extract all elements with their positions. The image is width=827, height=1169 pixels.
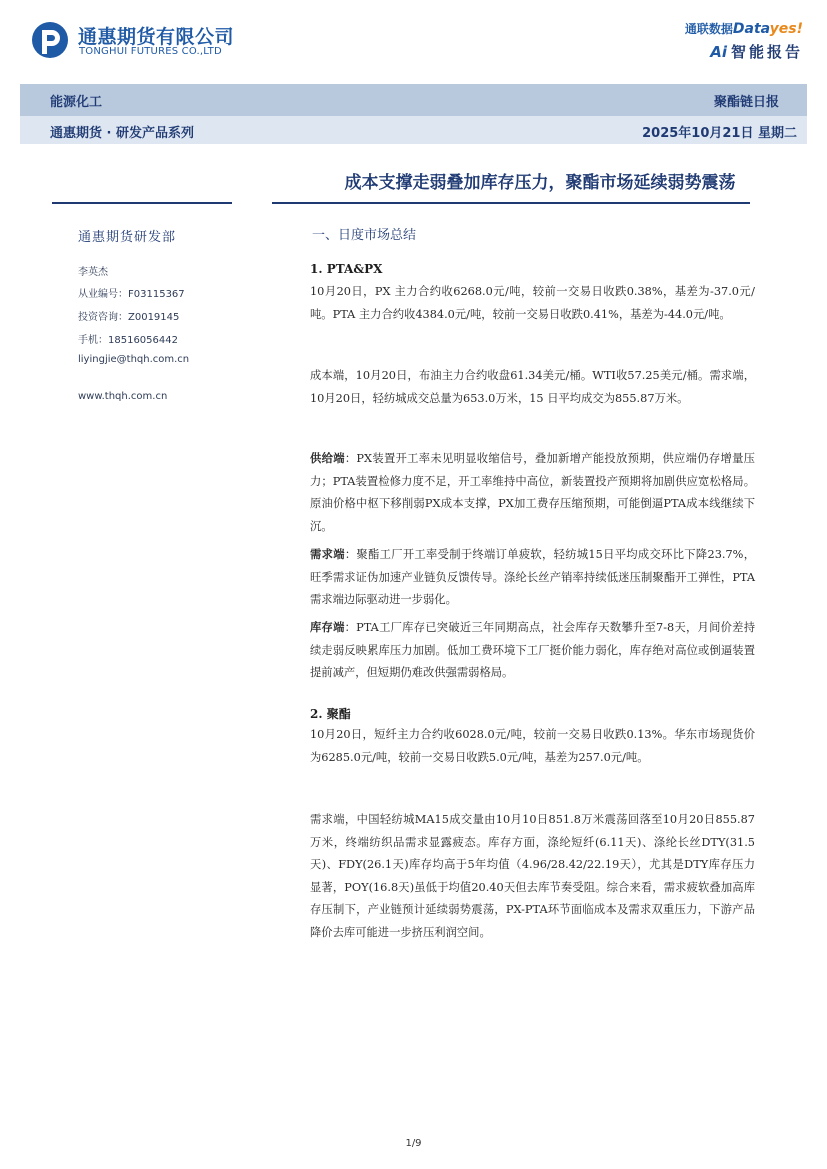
report-date: 2025年10月21日 星期二 [642,126,797,141]
demand-label: 需求端 [310,548,345,561]
inventory-label: 库存端 [310,621,345,634]
paragraph [310,544,755,612]
paragraph-polyester-prices: 10月20日，短纤主力合约收6028.0元/吨，较前一交易日收跌0.13%。华东市场现货价为6285.0元/吨，较前一交易日收跌5.0元/吨，基差为257.0元/吨。 [310,728,755,764]
page-number: 1/9 [405,1138,422,1149]
supply-label: 供给端 [310,452,345,465]
sector-banner [20,84,807,116]
divider [272,202,750,204]
paragraph-inventory [310,617,755,685]
department-name: 通惠期货研发部 [78,230,177,245]
paragraph-polyester-demand: 需求端，中国轻纺城MA15成交量由10月10日851.8万米震荡回落至10月20日855.87万米，终端纺织品需求显露疲态。库存方面，涤纶短纤(6.11天)、涤纶长丝DTY(31.5天)、FDY(26.1天)库存均高于5年均值（4.96/28.42/22.19天），尤其是DTY库存压力显著，POY(16.8天)虽低于均值20.40天但去库节奏受阻。综合来看，需求疲软叠加高库存压制下，产业链预计延续弱势震荡，PX-PTA环节面临成本及需求双重压力，下游产品降价去库可能进一步挤压利润空间。 [310,813,755,939]
phone-number: 手机：18516056442 [78,335,178,346]
sector-label: 能源化工 [50,95,103,110]
paragraph-pta-px-prices: 10月20日，PX 主力合约收6268.0元/吨，较前一交易日收跌0.38%，基差为-37.0元/吨。PTA 主力合约收4384.0元/吨，较前一交易日收跌0.41%，基差为-44.0元/吨。 [310,285,755,321]
inventory-text: ：PTA工厂库存已突破近三年同期高点，社会库存天数攀升至7-8天，月间价差持续走弱反映累库压力加剧。低加工费环境下工厂挺价能力弱化，库存绝对高位或倒逼装置提前减产，但短期仍难改供强需弱格局。 [310,621,755,679]
paragraph [310,724,755,769]
demand-text: ：聚酯工厂开工率受制于终端订单疲软，轻纺城15日平均成交环比下降23.7%，旺季需求证伪加速产业链负反馈传导。涤纶长丝产销率持续低迷压制聚酯开工弹性，PTA需求端边际驱动进一步弱化。 [310,548,755,606]
company-name-cn: 通惠期货有限公司 [78,26,235,48]
qualification-number: 从业编号：F03115367 [78,289,185,300]
company-name-en: TONGHUI FUTURES CO.,LTD [79,46,222,57]
paragraph-supply [310,448,755,538]
paragraph-demand [310,544,755,612]
author-name: 李英杰 [78,267,108,278]
divider [52,202,232,204]
partner-brand: Data [732,21,770,37]
series-label: 通惠期货 · 研发产品系列 [50,126,194,141]
partner-report: 智能报告 [730,43,803,61]
paragraph [310,809,755,944]
partner-brand-yes: yes! [769,21,803,37]
report-type: 聚酯链日报 [713,95,779,110]
paragraph-cost-demand: 成本端，10月20日，布油主力合约收盘61.34美元/桶。WTI收57.25美元/桶。需求端，10月20日，轻纺城成交总量为653.0万米，15 日平均成交为855.87万米。 [310,369,755,405]
partner-name: 通联数据 [684,22,733,36]
subsection-title-polyester: 2. 聚酯 [310,707,351,721]
website-link[interactable]: www.thqh.com.cn [78,391,168,402]
email-link[interactable]: liyingjie@thqh.com.cn [78,354,190,365]
paragraph [310,617,755,685]
section-title: 一、日度市场总结 [312,228,417,243]
subsection-title-pta-px: 1. PTA&PX [310,262,383,276]
paragraph [310,448,755,538]
advisor-number: 投资咨询：Z0019145 [78,312,180,323]
company-logo-icon [30,20,70,60]
paragraph [310,281,755,326]
paragraph [310,365,755,410]
partner-logo [685,20,803,62]
report-headline: 成本支撑走弱叠加库存压力，聚酯市场延续弱势震荡 [344,173,736,193]
partner-ai: Ai [710,43,727,61]
supply-text: ：PX装置开工率未见明显收缩信号，叠加新增产能投放预期，供应端仍存增量压力；PTA装置检修力度不足，开工率维持中高位，新装置投产预期将加剧供应宽松格局。原油价格中枢下移削弱PX成本支撑，PX加工费存压缩预期，可能倒逼PTA成本线继续下沉。 [310,452,755,533]
